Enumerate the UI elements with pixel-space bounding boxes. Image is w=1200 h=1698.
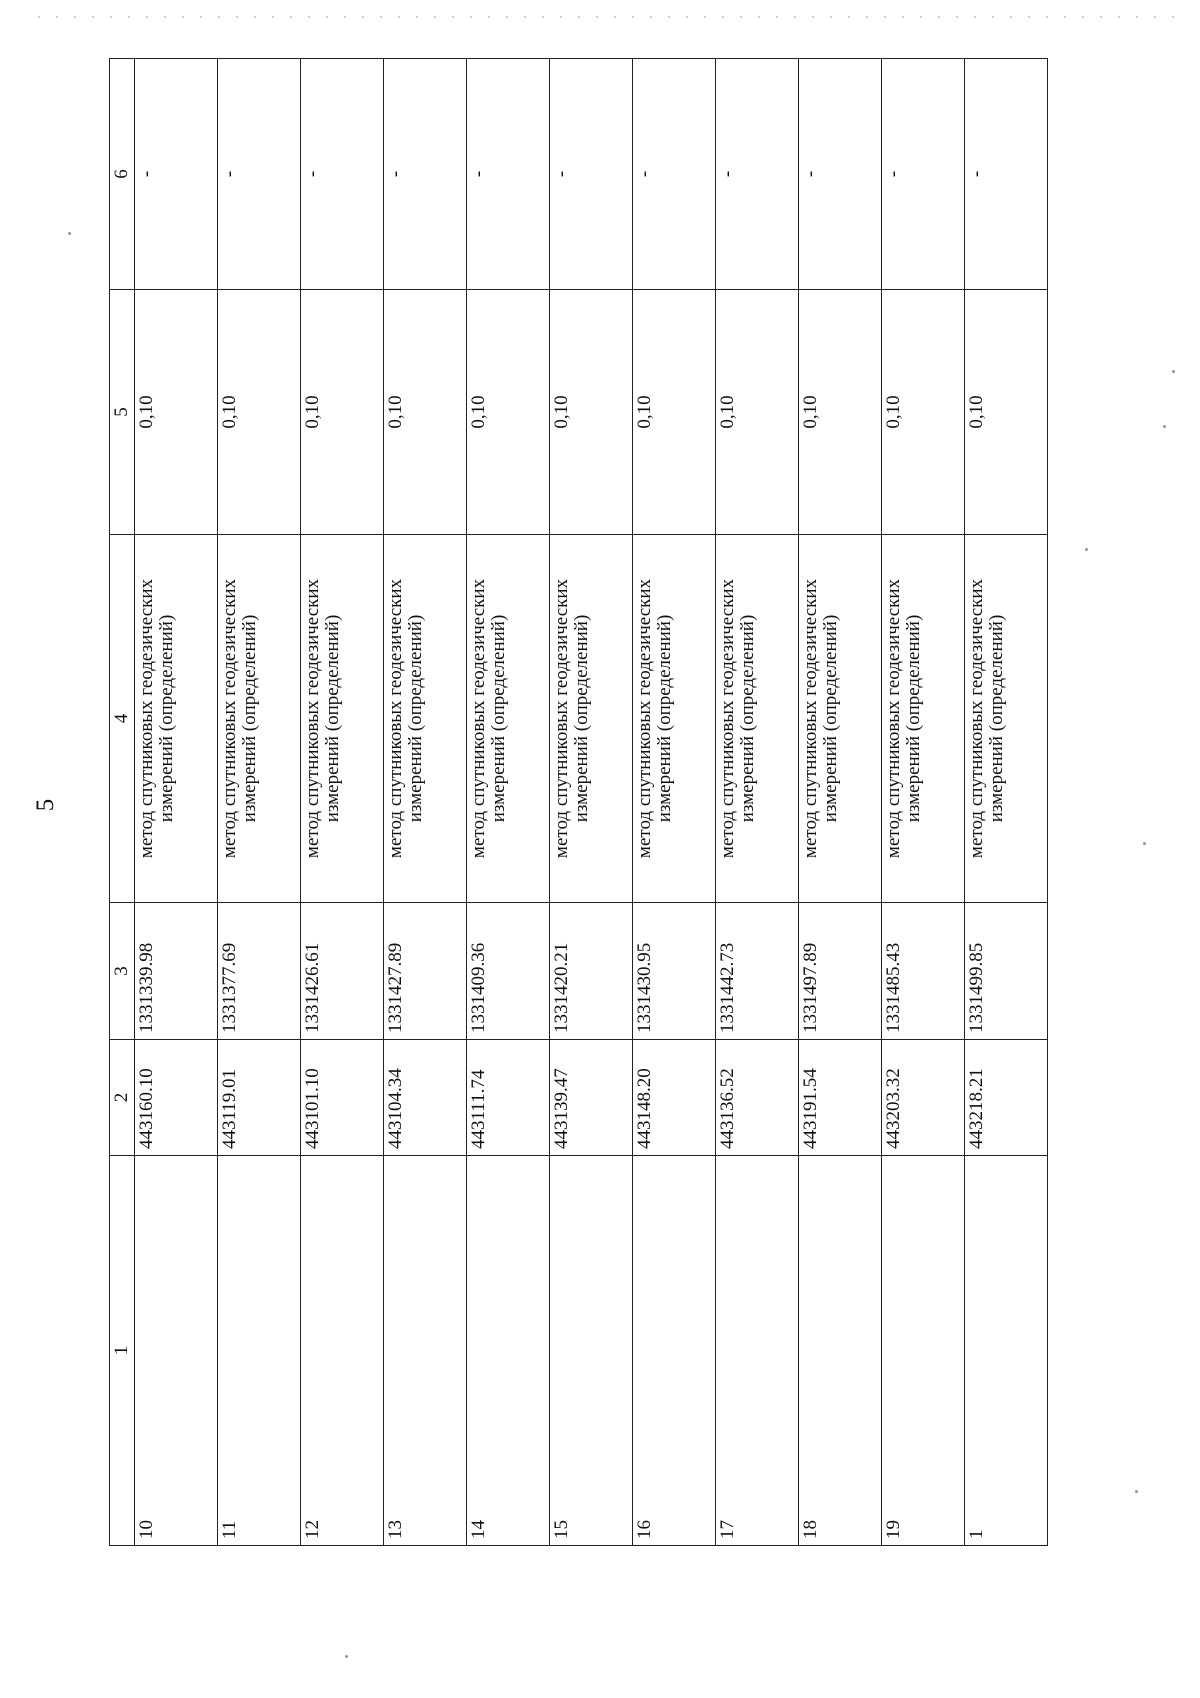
accuracy-cell: 0,10 [467,290,550,535]
method-cell: метод спутниковых геодезических измерений (определений) [716,535,799,903]
header-cell: 1 [110,1156,135,1546]
description-cell: - [135,59,218,290]
table-row [882,59,965,1546]
accuracy-cell: 0,10 [633,290,716,535]
header-row [110,59,135,1546]
y-coordinate-cell: 1331485.43 [882,903,965,1040]
description-cell: - [633,59,716,290]
x-coordinate-cell: 443101.10 [301,1040,384,1156]
x-coordinate-cell: 443218.21 [965,1040,1048,1156]
coordinates-table [109,58,1048,1546]
point-number-cell: 12 [301,1156,384,1546]
point-number-cell: 1 [965,1156,1048,1546]
y-coordinate-cell: 1331377.69 [218,903,301,1040]
y-coordinate-cell: 1331420.21 [550,903,633,1040]
method-cell: метод спутниковых геодезических измерений (определений) [301,535,384,903]
y-coordinate-cell: 1331409.36 [467,903,550,1040]
description-cell: - [550,59,633,290]
accuracy-cell: 0,10 [799,290,882,535]
header-cell: 2 [110,1040,135,1156]
x-coordinate-cell: 443139.47 [550,1040,633,1156]
method-cell: метод спутниковых геодезических измерений (определений) [633,535,716,903]
scan-speck [1085,548,1088,551]
method-cell: метод спутниковых геодезических измерений (определений) [218,535,301,903]
accuracy-cell: 0,10 [965,290,1048,535]
point-number-cell: 16 [633,1156,716,1546]
accuracy-cell: 0,10 [550,290,633,535]
header-cell: 5 [110,290,135,535]
method-cell: метод спутниковых геодезических измерений (определений) [135,535,218,903]
x-coordinate-cell: 443104.34 [384,1040,467,1156]
y-coordinate-cell: 1331497.89 [799,903,882,1040]
x-coordinate-cell: 443160.10 [135,1040,218,1156]
point-number-cell: 17 [716,1156,799,1546]
method-cell: метод спутниковых геодезических измерений (определений) [799,535,882,903]
scan-speck [1163,425,1166,428]
header-cell: 4 [110,535,135,903]
method-cell: метод спутниковых геодезических измерений (определений) [965,535,1048,903]
accuracy-cell: 0,10 [384,290,467,535]
accuracy-cell: 0,10 [218,290,301,535]
description-cell: - [799,59,882,290]
header-cell: 6 [110,59,135,290]
x-coordinate-cell: 443191.54 [799,1040,882,1156]
table-row [467,59,550,1546]
method-cell: метод спутниковых геодезических измерений (определений) [882,535,965,903]
table-row [633,59,716,1546]
point-number-cell: 11 [218,1156,301,1546]
table-row [965,59,1048,1546]
table-row [301,59,384,1546]
scan-speck [1143,842,1146,845]
point-number-cell: 19 [882,1156,965,1546]
table-row [550,59,633,1546]
accuracy-cell: 0,10 [301,290,384,535]
scan-speck [345,1655,348,1658]
header-cell: 3 [110,903,135,1040]
y-coordinate-cell: 1331426.61 [301,903,384,1040]
page-number: 5 [32,798,59,812]
table-body [135,59,1048,1546]
description-cell: - [965,59,1048,290]
x-coordinate-cell: 443119.01 [218,1040,301,1156]
table-row [384,59,467,1546]
y-coordinate-cell: 1331427.89 [384,903,467,1040]
description-cell: - [716,59,799,290]
table-row [218,59,301,1546]
table-header [110,59,135,1546]
scan-speck [1172,370,1175,373]
point-number-cell: 18 [799,1156,882,1546]
accuracy-cell: 0,10 [135,290,218,535]
table-row [799,59,882,1546]
y-coordinate-cell: 1331430.95 [633,903,716,1040]
method-cell: метод спутниковых геодезических измерений (определений) [384,535,467,903]
y-coordinate-cell: 1331499.85 [965,903,1048,1040]
method-cell: метод спутниковых геодезических измерений (определений) [550,535,633,903]
description-cell: - [882,59,965,290]
scan-speck [68,232,71,235]
y-coordinate-cell: 1331339.98 [135,903,218,1040]
table-row [716,59,799,1546]
description-cell: - [218,59,301,290]
description-cell: - [384,59,467,290]
accuracy-cell: 0,10 [716,290,799,535]
table-row [135,59,218,1546]
point-number-cell: 15 [550,1156,633,1546]
point-number-cell: 10 [135,1156,218,1546]
x-coordinate-cell: 443111.74 [467,1040,550,1156]
rotated-table-container [109,59,1041,1546]
y-coordinate-cell: 1331442.73 [716,903,799,1040]
scan-speck [1135,1490,1138,1493]
x-coordinate-cell: 443136.52 [716,1040,799,1156]
point-number-cell: 14 [467,1156,550,1546]
point-number-cell: 13 [384,1156,467,1546]
accuracy-cell: 0,10 [882,290,965,535]
x-coordinate-cell: 443148.20 [633,1040,716,1156]
description-cell: - [467,59,550,290]
coordinates-table-frame [109,59,1041,1546]
x-coordinate-cell: 443203.32 [882,1040,965,1156]
method-cell: метод спутниковых геодезических измерений (определений) [467,535,550,903]
scan-noise-top [30,15,1180,19]
description-cell: - [301,59,384,290]
